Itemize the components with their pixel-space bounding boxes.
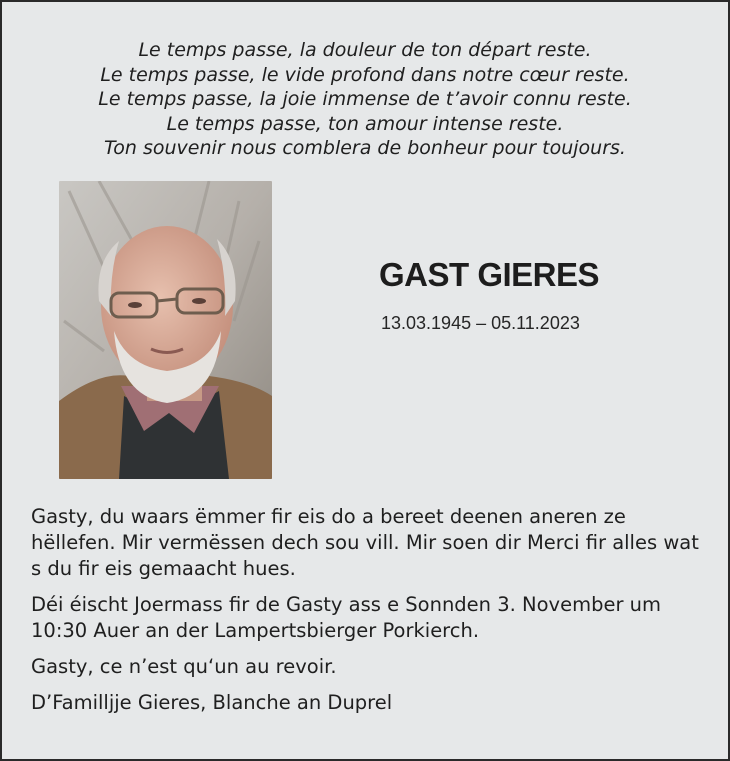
- poem-line: Le temps passe, la joie immense de t’avoir connu reste.: [98, 88, 632, 110]
- deceased-name: GAST GIERES: [379, 256, 600, 293]
- memorial-poem: [2, 38, 728, 161]
- life-dates: 13.03.1945 – 05.11.2023: [381, 313, 580, 333]
- family-signature: D’Familljje Gieres, Blanche an Duprel: [31, 691, 393, 714]
- poem-line: Ton souvenir nous comblera de bonheur pour toujours.: [104, 137, 626, 159]
- poem-line: Le temps passe, la douleur de ton départ reste.: [138, 39, 592, 61]
- message-paragraph: Gasty, ce n’est qu‘un au revoir.: [31, 655, 337, 678]
- message-paragraph: Déi éischt Joermass fir de Gasty ass e Sonnden 3. November um 10:30 Auer an der Lampertsbierger Porkierch.: [31, 593, 662, 642]
- poem-line: Le temps passe, le vide profond dans notre cœur reste.: [100, 63, 630, 86]
- poem-line: Le temps passe, ton amour intense reste.: [166, 112, 564, 135]
- message-paragraph: Gasty, du waars ëmmer fir eis do a bereet deenen aneren ze hëllefen. Mir vermëssen dech sou vill. Mir soen dir Merci fir alles wat s du fir eis gemaacht hues.: [31, 505, 699, 580]
- portrait-photo: [59, 181, 272, 479]
- message-body: [31, 504, 701, 726]
